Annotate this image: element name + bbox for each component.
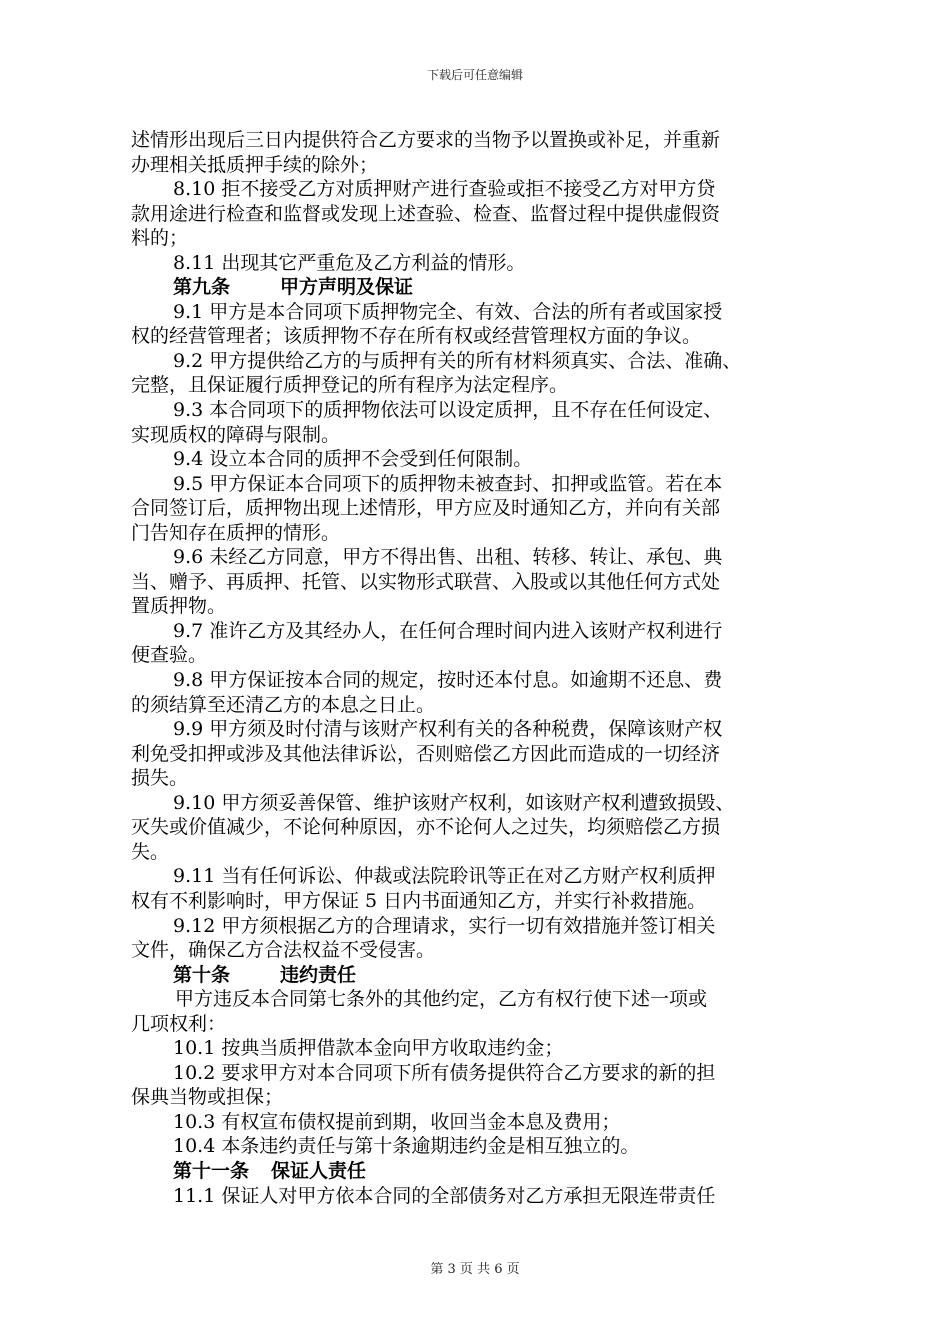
text-line: 实现质权的障碍与限制。 bbox=[131, 423, 341, 446]
text-line: 办理相关抵质押手续的除外； bbox=[131, 153, 379, 176]
text-line: 述情形出现后三日内提供符合乙方要求的当物予以置换或补足，并重新 bbox=[131, 129, 721, 151]
clause-8-10: 8.10 拒不接受乙方对质押财产进行查验或拒不接受乙方对甲方贷 bbox=[173, 178, 716, 201]
text-line: 门告知存在质押的情形。 bbox=[131, 521, 341, 544]
text-line: 文件，确保乙方合法权益不受侵害。 bbox=[131, 939, 436, 962]
text-line: 灭失或价值减少，不论何种原因，亦不论何人之过失，均须赔偿乙方损 bbox=[131, 816, 721, 839]
text-line: 利免受扣押或涉及其他法律诉讼，否则赔偿乙方因此而造成的一切经济 bbox=[131, 742, 721, 765]
text-line: 置质押物。 bbox=[131, 595, 227, 618]
text-line: 损失。 bbox=[131, 767, 189, 790]
text-line: 的须结算至还清乙方的本息之日止。 bbox=[131, 693, 436, 716]
clause-9-3: 9.3 本合同项下的质押物依法可以设定质押，且不存在任何设定、 bbox=[173, 399, 723, 422]
clause-9-7: 9.7 准许乙方及其经办人，在任何合理时间内进入该财产权利进行 bbox=[173, 619, 723, 642]
article-9-title: 甲方声明及保证 bbox=[280, 276, 414, 299]
text-line: 权的经营管理者；该质押物不存在所有权或经营管理权方面的争议。 bbox=[131, 325, 702, 348]
text-line: 当、赠予、再质押、托管、以实物形式联营、入股或以其他任何方式处 bbox=[131, 570, 721, 593]
clause-9-11: 9.11 当有任何诉讼、仲裁或法院聆讯等正在对乙方财产权利质押 bbox=[173, 865, 716, 888]
article-9-number: 第九条 bbox=[173, 276, 231, 299]
article-9-heading bbox=[131, 275, 823, 300]
clause-9-9: 9.9 甲方须及时付清与该财产权利有关的各种税费，保障该财产权 bbox=[173, 718, 723, 741]
clause-10-1: 10.1 按典当质押借款本金向甲方收取违约金； bbox=[173, 1037, 564, 1060]
clause-9-6: 9.6 未经乙方同意，甲方不得出售、出租、转移、转让、承包、典 bbox=[173, 546, 723, 569]
clause-9-4: 9.4 设立本合同的质押不会受到任何限制。 bbox=[173, 448, 533, 471]
clause-8-11: 8.11 出现其它严重危及乙方利益的情形。 bbox=[173, 251, 526, 274]
text-line: 完整，且保证履行质押登记的所有程序为法定程序。 bbox=[131, 374, 569, 397]
text-line: 权有不利影响时，甲方保证 5 日内书面通知乙方，并实行补救措施。 bbox=[131, 889, 707, 912]
clause-9-10: 9.10 甲方须妥善保管、维护该财产权利，如该财产权利遭致损毁、 bbox=[173, 791, 735, 814]
clause-11-1: 11.1 保证人对甲方依本合同的全部债务对乙方承担无限连带责任 bbox=[173, 1184, 716, 1207]
text-line: 保典当物或担保； bbox=[131, 1086, 284, 1109]
clause-10-2: 10.2 要求甲方对本合同项下所有债务提供符合乙方要求的新的担 bbox=[173, 1061, 716, 1084]
text-line: 料的； bbox=[131, 227, 189, 250]
clause-9-12: 9.12 甲方须根据乙方的合理请求，实行一切有效措施并签订相关 bbox=[173, 914, 716, 937]
clause-9-8: 9.8 甲方保证按本合同的规定，按时还本付息。如逾期不还息、费 bbox=[173, 669, 723, 692]
page-header: 下载后可任意编辑 bbox=[426, 68, 523, 82]
clause-9-5: 9.5 甲方保证本合同项下的质押物未被查封、扣押或监管。若在本 bbox=[173, 472, 723, 495]
article-10-title: 违约责任 bbox=[280, 963, 357, 986]
article-10-heading bbox=[131, 963, 823, 988]
clause-10-3: 10.3 有权宣布债权提前到期，收回当金本息及费用； bbox=[173, 1110, 621, 1133]
article-10-number: 第十条 bbox=[173, 963, 231, 986]
text-line: 失。 bbox=[131, 840, 170, 863]
article-11-title: 保证人责任 bbox=[271, 1159, 367, 1182]
document-body bbox=[131, 128, 823, 1208]
clause-10-4: 10.4 本条违约责任与第十条逾期违约金是相互独立的。 bbox=[173, 1135, 640, 1158]
text-line: 便查验。 bbox=[131, 644, 208, 667]
text-line: 合同签订后，质押物出现上述情形，甲方应及时通知乙方，并向有关部 bbox=[131, 497, 721, 520]
article-11-heading bbox=[131, 1159, 823, 1184]
text-line: 几项权利： bbox=[131, 1012, 227, 1035]
article-10-intro: 甲方违反本合同第七条外的其他约定，乙方有权行使下述一项或 bbox=[175, 988, 708, 1011]
page-footer: 第 3 页 共 6 页 bbox=[430, 1262, 520, 1277]
text-line: 款用途进行检查和监督或发现上述查验、检查、监督过程中提供虚假资 bbox=[131, 202, 721, 225]
clause-9-2: 9.2 甲方提供给乙方的与质押有关的所有材料须真实、合法、准确、 bbox=[173, 349, 742, 372]
article-11-number: 第十一条 bbox=[173, 1159, 250, 1182]
clause-9-1: 9.1 甲方是本合同项下质押物完全、有效、合法的所有者或国家授 bbox=[173, 300, 723, 323]
